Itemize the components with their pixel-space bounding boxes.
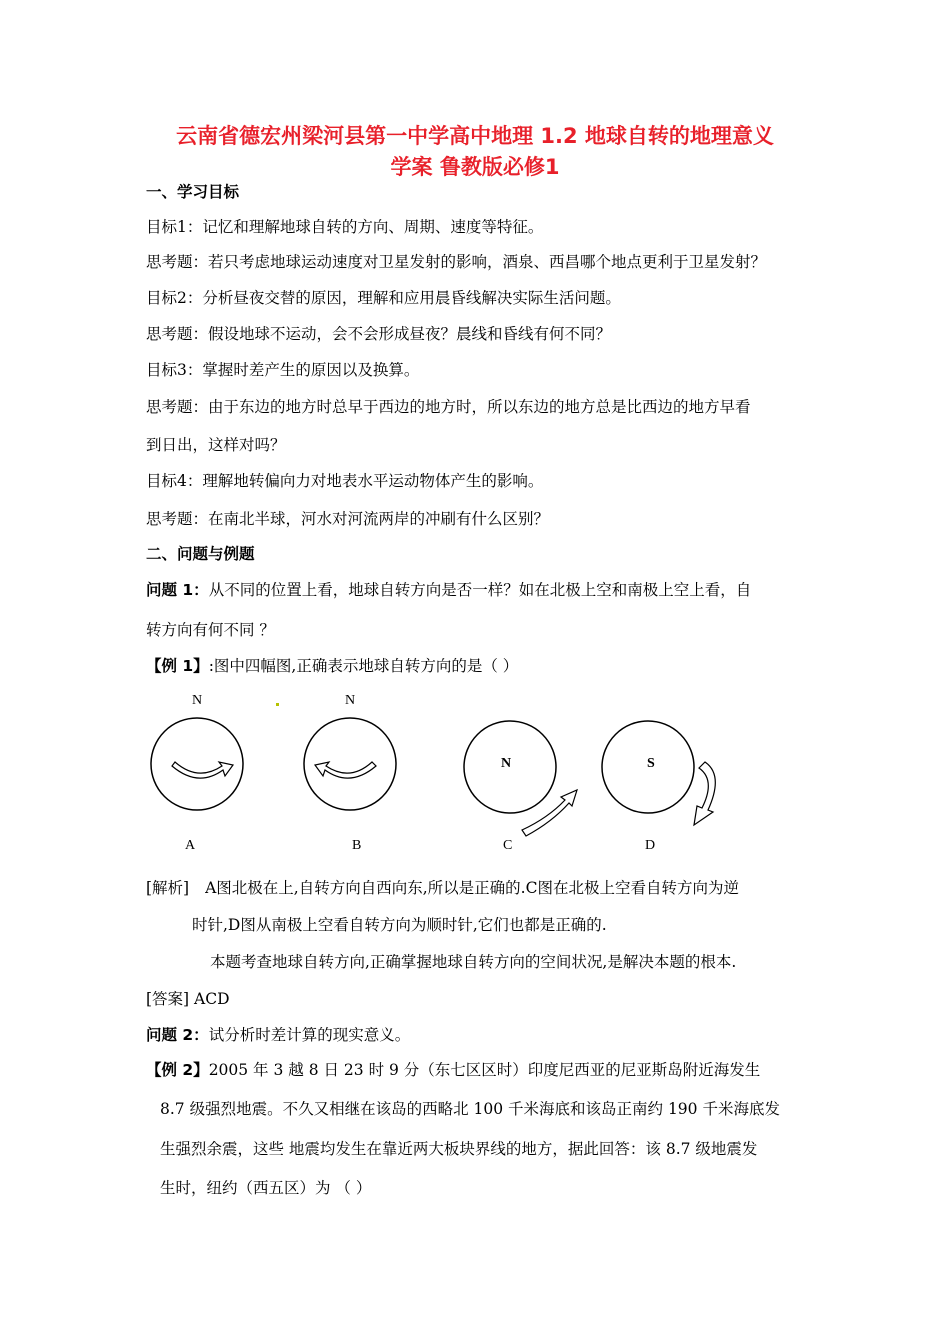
caption-b: B — [352, 838, 362, 853]
goal1-text: 目标1：记忆和理解地球自转的方向、周期、速度等特征。 — [146, 218, 544, 236]
question2-text: 试分析时差计算的现实意义。 — [208, 1026, 411, 1044]
think1-text: 思考题：若只考虑地球运动速度对卫星发射的影响，酒泉、西昌哪个地点更利于卫星发射？ — [146, 253, 767, 271]
analysis-text-c: 本题考查地球自转方向,正确掌握地球自转方向的空间状况,是解决本题的根本. — [210, 953, 737, 971]
question2-label: 问题 2： — [146, 1026, 209, 1044]
example2-label: 【例 2】 — [146, 1061, 209, 1079]
example2-line-a — [146, 1058, 760, 1080]
question1-label: 问题 1： — [146, 581, 209, 599]
goal2-text: 目标2：分析昼夜交替的原因，理解和应用晨昏线解决实际生活问题。 — [146, 289, 621, 307]
label-north-b: N — [345, 693, 356, 708]
label-north-a: N — [192, 693, 203, 708]
document-title-line1: 云南省德宏州梁河县第一中学高中地理 1.2 地球自转的地理意义 — [176, 124, 774, 148]
think3-text-b: 到日出，这样对吗？ — [146, 436, 286, 454]
analysis-text-b: 时针,D图从南极上空看自转方向为顺时针,它们也都是正确的. — [192, 916, 607, 934]
label-south-d: S — [647, 756, 655, 771]
stray-dot — [276, 703, 279, 706]
section2-heading: 二、问题与例题 — [146, 545, 255, 563]
arrow-d-icon — [694, 762, 715, 825]
goal3-text: 目标3：掌握时差产生的原因以及换算。 — [146, 361, 420, 379]
label-north-c: N — [501, 756, 512, 771]
document-title-line2: 学案 鲁教版必修1 — [390, 155, 560, 179]
caption-a: A — [185, 838, 196, 853]
arrow-b-icon — [315, 762, 376, 778]
think3-text-a: 思考题：由于东边的地方时总早于西边的地方时，所以东边的地方总是比西边的地方早看 — [146, 398, 751, 416]
question1-text-a: 从不同的位置上看，地球自转方向是否一样？如在北极上空和南极上空上看，自 — [208, 581, 752, 599]
example2-text-b: 8.7 级强烈地震。不久又相继在该岛的西略北 100 千米海底和该岛正南约 190 千米海底发 — [160, 1100, 780, 1118]
analysis-label: [解析] — [146, 879, 190, 897]
arrow-a-icon — [172, 762, 233, 778]
question1-text-b: 转方向有何不同 ？ — [146, 621, 275, 639]
example2-text-c: 生强烈余震，这些 地震均发生在靠近两大板块界线的地方，据此回答：该 8.7 级地震发 — [160, 1140, 758, 1158]
section1-heading: 一、学习目标 — [146, 183, 240, 201]
question2-line — [146, 1023, 410, 1045]
example2-text-a: 2005 年 3 越 8 日 23 时 9 分（东七区区时）印度尼西亚的尼亚斯岛附近海发生 — [208, 1061, 761, 1079]
example1-label: 【例 1】 — [146, 657, 209, 675]
caption-d: D — [645, 838, 656, 853]
think4-text: 思考题：在南北半球，河水对河流两岸的冲刷有什么区别？ — [146, 510, 550, 528]
analysis-line-a — [146, 876, 739, 898]
answer-text: [答案] ACD — [146, 990, 230, 1008]
example1-text: :图中四幅图,正确表示地球自转方向的是（ ） — [208, 657, 519, 675]
goal4-text: 目标4：理解地转偏向力对地表水平运动物体产生的影响。 — [146, 472, 544, 490]
example2-text-d: 生时，纽约（西五区）为 （ ） — [160, 1179, 372, 1197]
think2-text: 思考题：假设地球不运动，会不会形成昼夜？晨线和昏线有何不同？ — [146, 325, 612, 343]
analysis-text-a: A图北极在上,自转方向自西向东,所以是正确的.C图在北极上空看自转方向为逆 — [205, 879, 739, 897]
arrow-c-icon — [522, 790, 577, 836]
caption-c: C — [503, 838, 513, 853]
